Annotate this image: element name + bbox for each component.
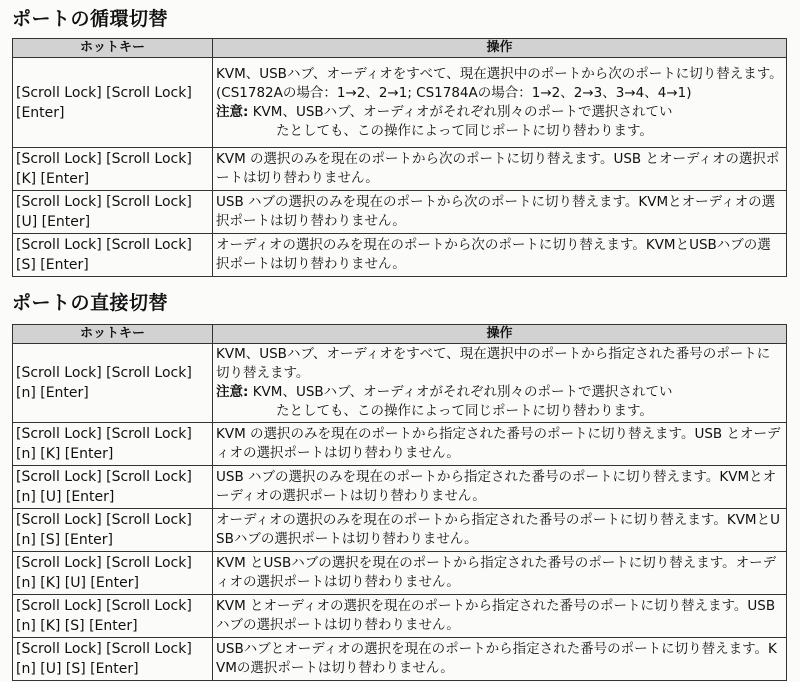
action-text: KVM、USBハブ、オーディオをすべて、現在選択中のポートから次のポートに切り替えます。(CS1782Aの場合：1→2、2→1; CS1784Aの場合：1→2、2→3、3→4、4→1) xyxy=(216,65,783,101)
table-row xyxy=(13,552,787,595)
table-header-row xyxy=(13,325,787,344)
table-row xyxy=(13,58,787,148)
hotkey-cell: [Scroll Lock] [Scroll Lock] [U] [Enter] xyxy=(13,191,213,234)
action-cell: KVM とオーディオの選択を現在のポートから指定された番号のポートに切り替えます。USBハブの選択ポートは切り替わりません。 xyxy=(213,595,787,638)
cycle-section-title: ポートの循環切替 xyxy=(12,8,169,30)
table-row xyxy=(13,344,787,423)
action-cell: KVM の選択のみを現在のポートから指定された番号のポートに切り替えます。USB とオーディオの選択ポートは切り替わりません。 xyxy=(213,423,787,466)
hotkey-cell: [Scroll Lock] [Scroll Lock] [K] [Enter] xyxy=(13,148,213,191)
table-row xyxy=(13,595,787,638)
table-row xyxy=(13,148,787,191)
action-cell xyxy=(213,58,787,148)
hotkey-cell: [Scroll Lock] [Scroll Lock] [n] [K] [Enter] xyxy=(13,423,213,466)
hotkey-column-header: ホットキー xyxy=(13,325,213,344)
action-cell: USBハブとオーディオの選択を現在のポートから指定された番号のポートに切り替えます。KVMの選択ポートは切り替わりません。 xyxy=(213,638,787,681)
hotkey-cell: [Scroll Lock] [Scroll Lock] [n] [Enter] xyxy=(13,344,213,423)
action-column-header: 操作 xyxy=(213,39,787,58)
action-cell: USB ハブの選択のみを現在のポートから次のポートに切り替えます。KVMとオーディオの選択ポートは切り替わりません。 xyxy=(213,191,787,234)
table-row xyxy=(13,509,787,552)
note-label: 注意: xyxy=(216,103,249,120)
table-row xyxy=(13,423,787,466)
note-label: 注意: xyxy=(216,384,249,400)
note-text-line2: たとしても、この操作によって同じポートに切り替わります。 xyxy=(276,403,653,419)
hotkey-cell: [Scroll Lock] [Scroll Lock] [n] [S] [Enter] xyxy=(13,509,213,552)
note-text-line1: KVM、USBハブ、オーディオがそれぞれ別々のポートで選択されてい xyxy=(252,103,673,120)
table-row xyxy=(13,466,787,509)
hotkey-cell: [Scroll Lock] [Scroll Lock] [n] [K] [U] [Enter] xyxy=(13,552,213,595)
hotkey-cell: [Scroll Lock] [Scroll Lock] [S] [Enter] xyxy=(13,234,213,277)
action-cell xyxy=(213,344,787,423)
hotkey-cell: [Scroll Lock] [Scroll Lock] [n] [U] [Enter] xyxy=(13,466,213,509)
action-column-header: 操作 xyxy=(213,325,787,344)
direct-section-title: ポートの直接切替 xyxy=(12,292,169,314)
hotkey-cell: [Scroll Lock] [Scroll Lock] [Enter] xyxy=(13,58,213,148)
table-row xyxy=(13,638,787,681)
action-cell: USB ハブの選択のみを現在のポートから指定された番号のポートに切り替えます。KVMとオーディオの選択ポートは切り替わりません。 xyxy=(213,466,787,509)
table-row xyxy=(13,234,787,277)
cycle-hotkey-table xyxy=(12,38,787,277)
hotkey-column-header: ホットキー xyxy=(13,39,213,58)
action-text: KVM、USBハブ、オーディオをすべて、現在選択中のポートから指定された番号のポートに切り替えます。 xyxy=(216,346,771,381)
hotkey-cell: [Scroll Lock] [Scroll Lock] [n] [U] [S] [Enter] xyxy=(13,638,213,681)
table-row xyxy=(13,191,787,234)
action-cell: KVM とUSBハブの選択を現在のポートから指定された番号のポートに切り替えます。オーディオの選択ポートは切り替わりません。 xyxy=(213,552,787,595)
note-text-line2: たとしても、この操作によって同じポートに切り替わります。 xyxy=(276,122,653,139)
action-cell: オーディオの選択のみを現在のポートから指定された番号のポートに切り替えます。KVMとUSBハブの選択ポートは切り替わりません。 xyxy=(213,509,787,552)
note xyxy=(216,383,783,421)
action-cell: KVM の選択のみを現在のポートから次のポートに切り替えます。USB とオーディオの選択ポートは切り替わりません。 xyxy=(213,148,787,191)
note xyxy=(216,103,783,141)
direct-hotkey-table xyxy=(12,324,787,681)
hotkey-cell: [Scroll Lock] [Scroll Lock] [n] [K] [S] [Enter] xyxy=(13,595,213,638)
note-text-line1: KVM、USBハブ、オーディオがそれぞれ別々のポートで選択されてい xyxy=(252,384,673,400)
action-cell: オーディオの選択のみを現在のポートから次のポートに切り替えます。KVMとUSBハブの選択ポートは切り替わりません。 xyxy=(213,234,787,277)
table-header-row xyxy=(13,39,787,58)
